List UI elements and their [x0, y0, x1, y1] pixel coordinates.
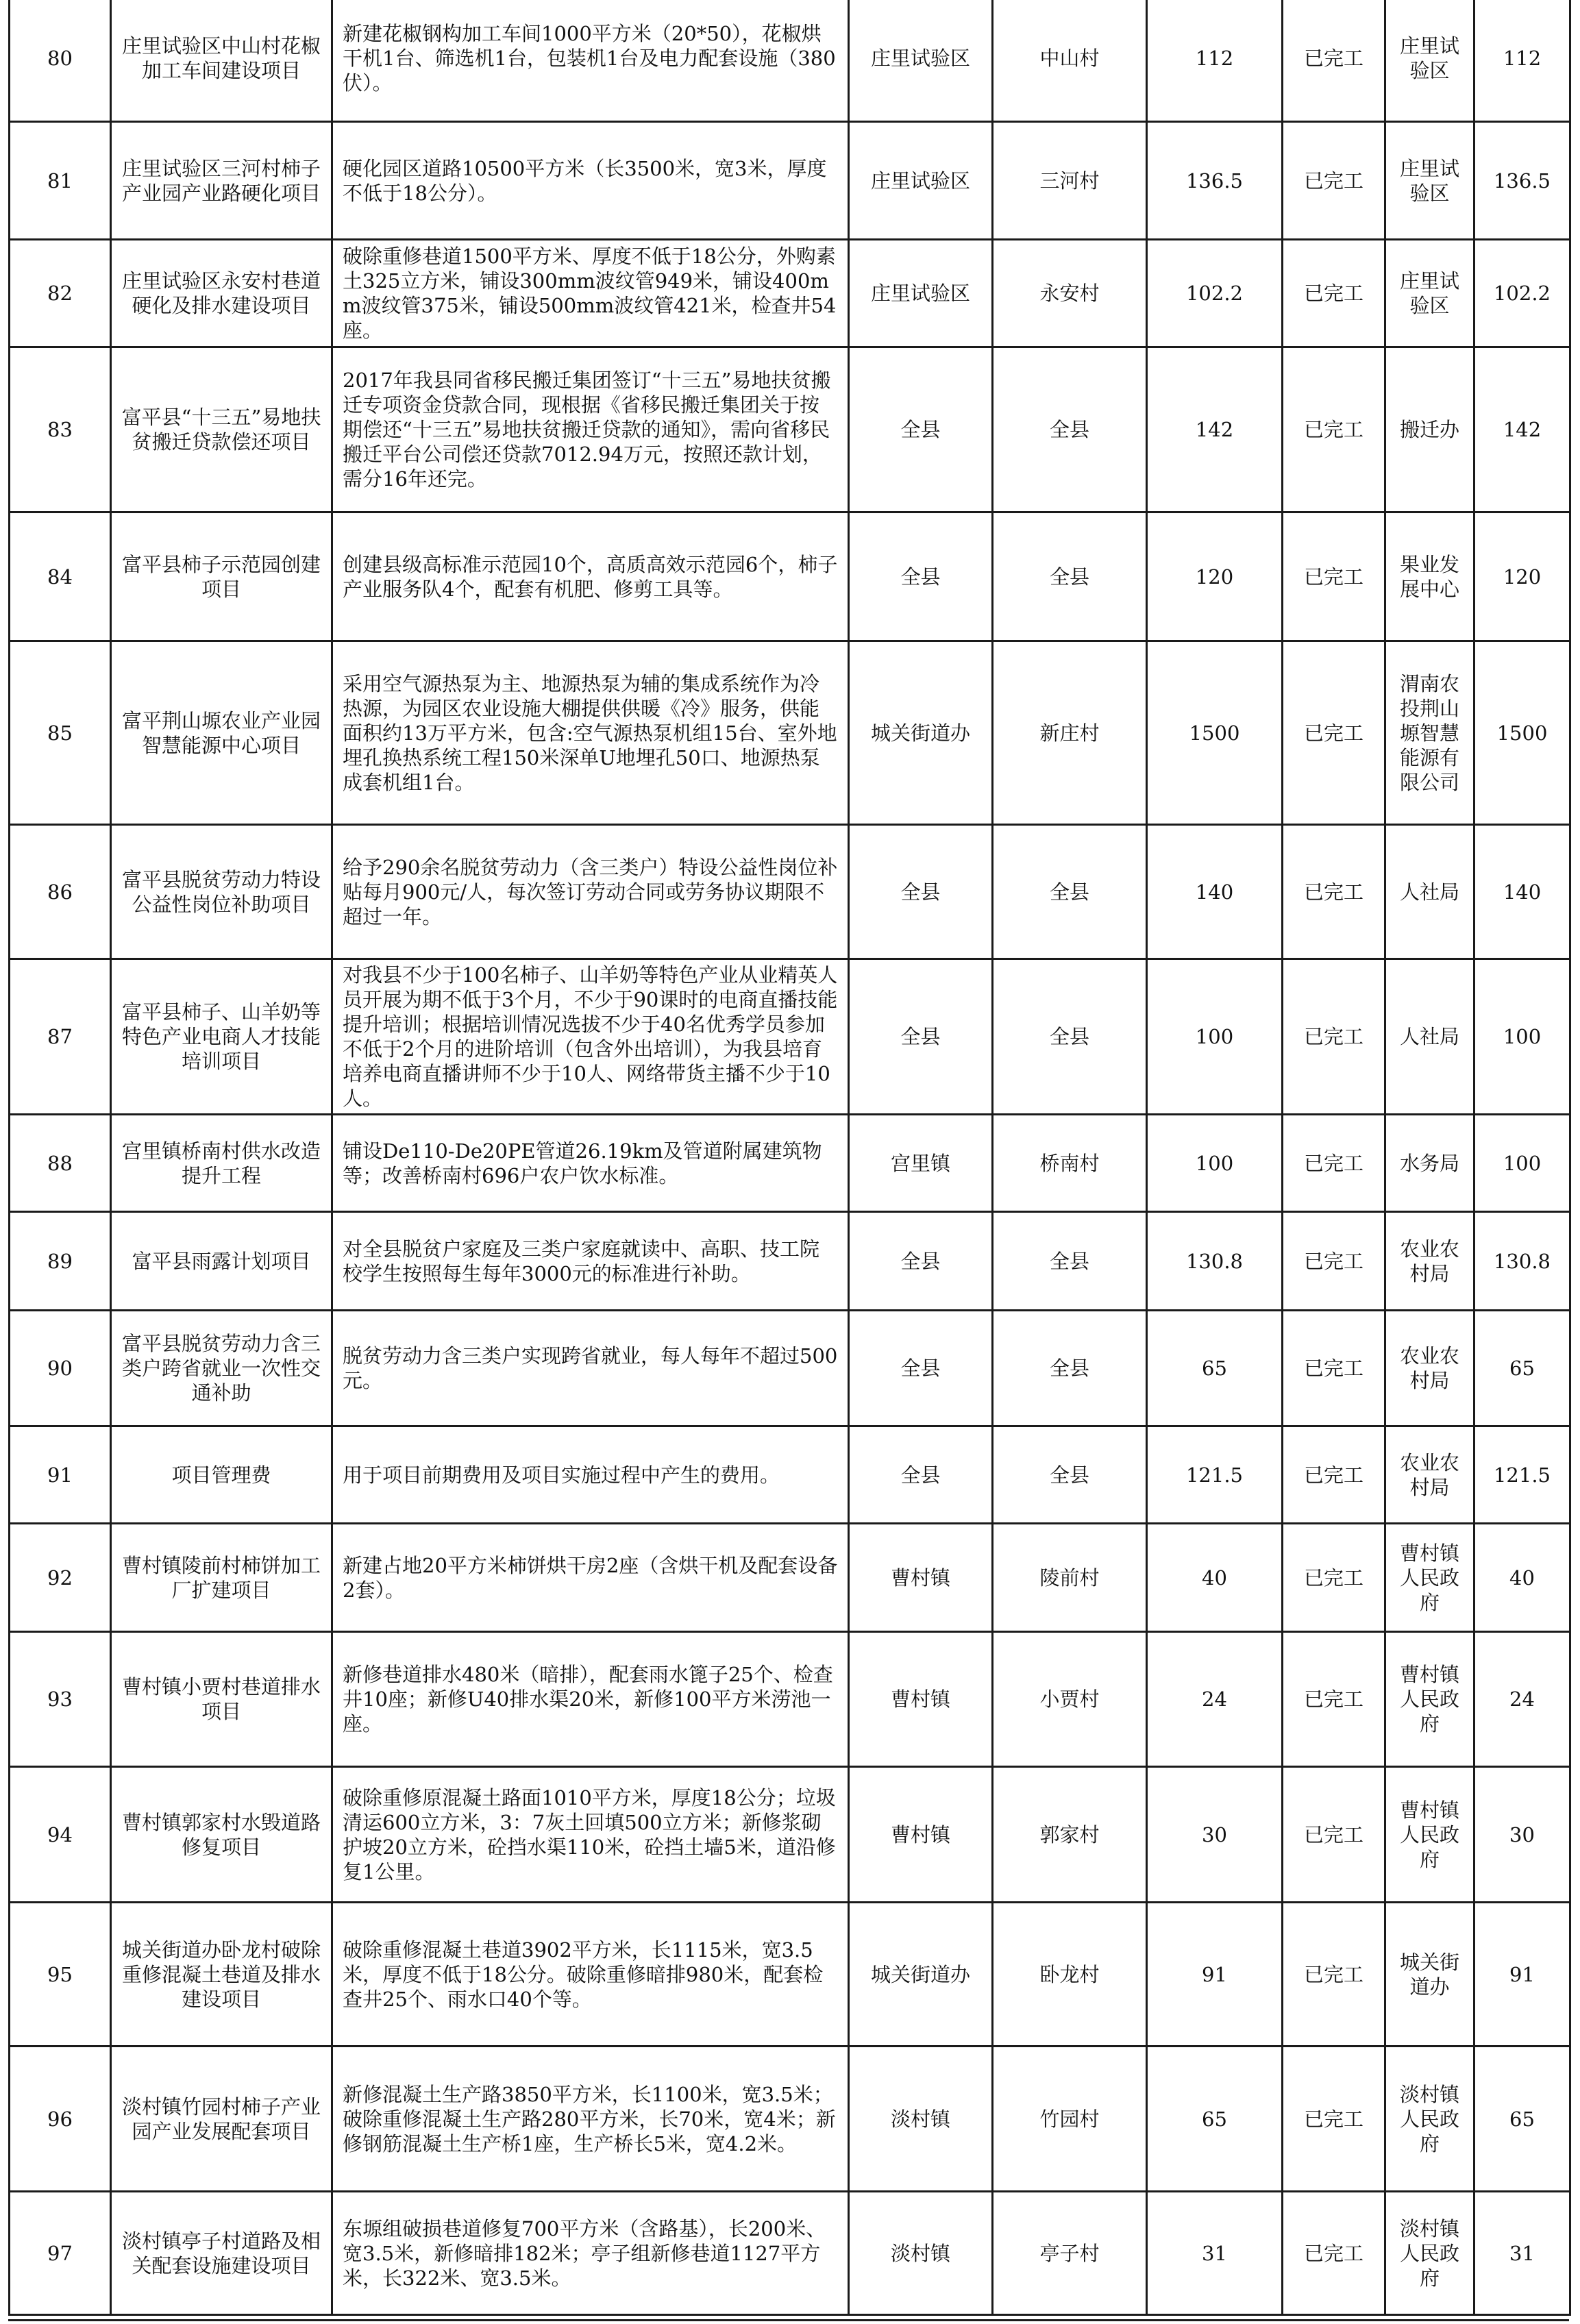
village-cell: 永安村 [993, 240, 1147, 347]
completion-status-cell: 已完工 [1283, 1426, 1385, 1524]
table-row [10, 1115, 1570, 1212]
funds-cell: 40 [1474, 1524, 1570, 1632]
row-number-cell: 90 [10, 1311, 111, 1426]
implementing-unit-cell: 曹村镇人民政府 [1385, 1524, 1474, 1632]
implementing-unit-cell: 农业农村局 [1385, 1311, 1474, 1426]
project-name-cell: 富平县柿子、山羊奶等特色产业电商人才技能培训项目 [111, 959, 332, 1115]
funds-cell: 140 [1474, 825, 1570, 959]
investment-amount-cell: 100 [1147, 1115, 1283, 1212]
investment-amount-cell: 91 [1147, 1903, 1283, 2047]
town-cell: 全县 [849, 825, 993, 959]
funds-cell: 130.8 [1474, 1212, 1570, 1311]
table-row [10, 0, 1570, 122]
project-name-cell: 富平县雨露计划项目 [111, 1212, 332, 1311]
row-number-cell: 86 [10, 825, 111, 959]
town-cell: 全县 [849, 959, 993, 1115]
project-name-cell: 富平县柿子示范园创建项目 [111, 512, 332, 641]
row-number-cell: 97 [10, 2192, 111, 2315]
investment-amount-cell: 130.8 [1147, 1212, 1283, 1311]
table-row [10, 825, 1570, 959]
project-name-cell: 富平县脱贫劳动力特设公益性岗位补助项目 [111, 825, 332, 959]
investment-amount-cell: 30 [1147, 1767, 1283, 1903]
completion-status-cell: 已完工 [1283, 1212, 1385, 1311]
implementing-unit-cell: 曹村镇人民政府 [1385, 1632, 1474, 1767]
table-row [10, 1212, 1570, 1311]
project-content-cell: 破除重修混凝土巷道3902平方米，长1115米，宽3.5米，厚度不低于18公分。破除重修暗排980米，配套检查井25个、雨水口40个等。 [332, 1903, 849, 2047]
town-cell: 城关街道办 [849, 641, 993, 825]
investment-amount-cell: 120 [1147, 512, 1283, 641]
funds-cell: 31 [1474, 2192, 1570, 2315]
table-row [10, 641, 1570, 825]
table-row [10, 1632, 1570, 1767]
funds-cell: 112 [1474, 0, 1570, 122]
completion-status-cell: 已完工 [1283, 641, 1385, 825]
completion-status-cell: 已完工 [1283, 959, 1385, 1115]
project-name-cell: 曹村镇小贾村巷道排水项目 [111, 1632, 332, 1767]
table-body [10, 0, 1570, 2315]
table-row [10, 122, 1570, 240]
town-cell: 庄里试验区 [849, 0, 993, 122]
investment-amount-cell: 65 [1147, 1311, 1283, 1426]
town-cell: 城关街道办 [849, 1903, 993, 2047]
table-row [10, 347, 1570, 512]
completion-status-cell: 已完工 [1283, 1115, 1385, 1212]
row-number-cell: 83 [10, 347, 111, 512]
town-cell: 淡村镇 [849, 2192, 993, 2315]
table-row [10, 1311, 1570, 1426]
project-name-cell: 庄里试验区永安村巷道硬化及排水建设项目 [111, 240, 332, 347]
funds-cell: 1500 [1474, 641, 1570, 825]
village-cell: 竹园村 [993, 2047, 1147, 2192]
town-cell: 全县 [849, 1212, 993, 1311]
row-number-cell: 95 [10, 1903, 111, 2047]
village-cell: 中山村 [993, 0, 1147, 122]
bottom-rule [8, 2319, 1569, 2321]
implementing-unit-cell: 庄里试验区 [1385, 122, 1474, 240]
row-number-cell: 82 [10, 240, 111, 347]
village-cell: 桥南村 [993, 1115, 1147, 1212]
implementing-unit-cell: 淡村镇人民政府 [1385, 2192, 1474, 2315]
project-name-cell: 庄里试验区三河村柿子产业园产业路硬化项目 [111, 122, 332, 240]
investment-amount-cell: 142 [1147, 347, 1283, 512]
investment-amount-cell: 65 [1147, 2047, 1283, 2192]
project-content-cell: 采用空气源热泵为主、地源热泵为辅的集成系统作为冷热源，为园区农业设施大棚提供供暖《冷》服务，供能面积约13万平方米，包含:空气源热泵机组15台、室外地埋孔换热系统工程150米深单U地埋孔50口、地源热泵成套机组1台。 [332, 641, 849, 825]
project-name-cell: 宫里镇桥南村供水改造提升工程 [111, 1115, 332, 1212]
row-number-cell: 80 [10, 0, 111, 122]
town-cell: 曹村镇 [849, 1632, 993, 1767]
completion-status-cell: 已完工 [1283, 240, 1385, 347]
town-cell: 庄里试验区 [849, 240, 993, 347]
project-name-cell: 曹村镇郭家村水毁道路修复项目 [111, 1767, 332, 1903]
implementing-unit-cell: 水务局 [1385, 1115, 1474, 1212]
funds-cell: 91 [1474, 1903, 1570, 2047]
completion-status-cell: 已完工 [1283, 1903, 1385, 2047]
table-row [10, 1426, 1570, 1524]
table-row [10, 1767, 1570, 1903]
row-number-cell: 93 [10, 1632, 111, 1767]
implementing-unit-cell: 曹村镇人民政府 [1385, 1767, 1474, 1903]
village-cell: 全县 [993, 959, 1147, 1115]
implementing-unit-cell: 农业农村局 [1385, 1212, 1474, 1311]
implementing-unit-cell: 渭南农投荆山塬智慧能源有限公司 [1385, 641, 1474, 825]
project-content-cell: 铺设De110-De20PE管道26.19km及管道附属建筑物等；改善桥南村696户农户饮水标准。 [332, 1115, 849, 1212]
investment-amount-cell: 1500 [1147, 641, 1283, 825]
completion-status-cell: 已完工 [1283, 825, 1385, 959]
investment-amount-cell: 121.5 [1147, 1426, 1283, 1524]
village-cell: 小贾村 [993, 1632, 1147, 1767]
village-cell: 全县 [993, 1212, 1147, 1311]
investment-amount-cell: 112 [1147, 0, 1283, 122]
investment-amount-cell: 136.5 [1147, 122, 1283, 240]
investment-amount-cell: 102.2 [1147, 240, 1283, 347]
village-cell: 全县 [993, 825, 1147, 959]
table-row [10, 512, 1570, 641]
row-number-cell: 89 [10, 1212, 111, 1311]
project-table [8, 0, 1571, 2316]
funds-cell: 65 [1474, 1311, 1570, 1426]
project-content-cell: 用于项目前期费用及项目实施过程中产生的费用。 [332, 1426, 849, 1524]
row-number-cell: 81 [10, 122, 111, 240]
town-cell: 宫里镇 [849, 1115, 993, 1212]
completion-status-cell: 已完工 [1283, 512, 1385, 641]
row-number-cell: 91 [10, 1426, 111, 1524]
project-content-cell: 破除重修巷道1500平方米、厚度不低于18公分，外购素土325立方米，铺设300mm波纹管949米，铺设400mm波纹管375米，铺设500mm波纹管421米，检查井54座。 [332, 240, 849, 347]
project-content-cell: 给予290余名脱贫劳动力（含三类户）特设公益性岗位补贴每月900元/人，每次签订劳动合同或劳务协议期限不超过一年。 [332, 825, 849, 959]
town-cell: 全县 [849, 512, 993, 641]
funds-cell: 120 [1474, 512, 1570, 641]
project-content-cell: 创建县级高标准示范园10个，高质高效示范园6个，柿子产业服务队4个，配套有机肥、修剪工具等。 [332, 512, 849, 641]
completion-status-cell: 已完工 [1283, 1524, 1385, 1632]
town-cell: 全县 [849, 1426, 993, 1524]
completion-status-cell: 已完工 [1283, 347, 1385, 512]
project-content-cell: 脱贫劳动力含三类户实现跨省就业，每人每年不超过500元。 [332, 1311, 849, 1426]
investment-amount-cell: 140 [1147, 825, 1283, 959]
table-row [10, 240, 1570, 347]
funds-cell: 65 [1474, 2047, 1570, 2192]
funds-cell: 30 [1474, 1767, 1570, 1903]
investment-amount-cell: 31 [1147, 2192, 1283, 2315]
village-cell: 全县 [993, 512, 1147, 641]
village-cell: 陵前村 [993, 1524, 1147, 1632]
project-name-cell: 曹村镇陵前村柿饼加工厂扩建项目 [111, 1524, 332, 1632]
row-number-cell: 96 [10, 2047, 111, 2192]
completion-status-cell: 已完工 [1283, 1767, 1385, 1903]
project-name-cell: 庄里试验区中山村花椒加工车间建设项目 [111, 0, 332, 122]
implementing-unit-cell: 庄里试验区 [1385, 240, 1474, 347]
funds-cell: 24 [1474, 1632, 1570, 1767]
town-cell: 庄里试验区 [849, 122, 993, 240]
project-content-cell: 新建占地20平方米柿饼烘干房2座（含烘干机及配套设备2套）。 [332, 1524, 849, 1632]
funds-cell: 136.5 [1474, 122, 1570, 240]
town-cell: 淡村镇 [849, 2047, 993, 2192]
project-content-cell: 对全县脱贫户家庭及三类户家庭就读中、高职、技工院校学生按照每生每年3000元的标准进行补助。 [332, 1212, 849, 1311]
village-cell: 新庄村 [993, 641, 1147, 825]
town-cell: 全县 [849, 347, 993, 512]
implementing-unit-cell: 人社局 [1385, 825, 1474, 959]
row-number-cell: 85 [10, 641, 111, 825]
implementing-unit-cell: 果业发展中心 [1385, 512, 1474, 641]
completion-status-cell: 已完工 [1283, 2192, 1385, 2315]
completion-status-cell: 已完工 [1283, 0, 1385, 122]
village-cell: 亭子村 [993, 2192, 1147, 2315]
funds-cell: 121.5 [1474, 1426, 1570, 1524]
implementing-unit-cell: 人社局 [1385, 959, 1474, 1115]
investment-amount-cell: 24 [1147, 1632, 1283, 1767]
row-number-cell: 87 [10, 959, 111, 1115]
investment-amount-cell: 100 [1147, 959, 1283, 1115]
completion-status-cell: 已完工 [1283, 122, 1385, 240]
project-name-cell: 城关街道办卧龙村破除重修混凝土巷道及排水建设项目 [111, 1903, 332, 2047]
project-content-cell: 对我县不少于100名柿子、山羊奶等特色产业从业精英人员开展为期不低于3个月，不少于90课时的电商直播技能提升培训；根据培训情况选拔不少于40名优秀学员参加不低于2个月的进阶培训（包含外出培训），为我县培育培养电商直播讲师不少于10人、网络带货主播不少于10人。 [332, 959, 849, 1115]
village-cell: 三河村 [993, 122, 1147, 240]
project-content-cell: 新建花椒钢构加工车间1000平方米（20*50），花椒烘干机1台、筛选机1台，包装机1台及电力配套设施（380伏）。 [332, 0, 849, 122]
project-content-cell: 新修巷道排水480米（暗排），配套雨水篦子25个、检查井10座；新修U40排水渠20米，新修100平方米涝池一座。 [332, 1632, 849, 1767]
funds-cell: 100 [1474, 959, 1570, 1115]
town-cell: 全县 [849, 1311, 993, 1426]
funds-cell: 102.2 [1474, 240, 1570, 347]
row-number-cell: 84 [10, 512, 111, 641]
investment-amount-cell: 40 [1147, 1524, 1283, 1632]
completion-status-cell: 已完工 [1283, 2047, 1385, 2192]
village-cell: 全县 [993, 1311, 1147, 1426]
row-number-cell: 94 [10, 1767, 111, 1903]
project-content-cell: 东塬组破损巷道修复700平方米（含路基），长200米、宽3.5米，新修暗排182米；亭子组新修巷道1127平方米，长322米、宽3.5米。 [332, 2192, 849, 2315]
implementing-unit-cell: 庄里试验区 [1385, 0, 1474, 122]
completion-status-cell: 已完工 [1283, 1632, 1385, 1767]
village-cell: 全县 [993, 347, 1147, 512]
table-row [10, 959, 1570, 1115]
funds-cell: 142 [1474, 347, 1570, 512]
table-row [10, 1903, 1570, 2047]
town-cell: 曹村镇 [849, 1524, 993, 1632]
row-number-cell: 88 [10, 1115, 111, 1212]
project-content-cell: 新修混凝土生产路3850平方米，长1100米，宽3.5米；破除重修混凝土生产路280平方米，长70米，宽4米；新修钢筋混凝土生产桥1座，生产桥长5米，宽4.2米。 [332, 2047, 849, 2192]
project-name-cell: 富平县“十三五”易地扶贫搬迁贷款偿还项目 [111, 347, 332, 512]
project-content-cell: 破除重修原混凝土路面1010平方米，厚度18公分；垃圾清运600立方米，3：7灰土回填500立方米；新修浆砌护坡20立方米，砼挡水渠110米，砼挡土墙5米，道沿修复1公里。 [332, 1767, 849, 1903]
project-name-cell: 项目管理费 [111, 1426, 332, 1524]
village-cell: 郭家村 [993, 1767, 1147, 1903]
town-cell: 曹村镇 [849, 1767, 993, 1903]
village-cell: 卧龙村 [993, 1903, 1147, 2047]
funds-cell: 100 [1474, 1115, 1570, 1212]
project-content-cell: 2017年我县同省移民搬迁集团签订“十三五”易地扶贫搬迁专项资金贷款合同，现根据《省移民搬迁集团关于按期偿还“十三五”易地扶贫搬迁贷款的通知》，需向省移民搬迁平台公司偿还贷款7012.94万元，按照还款计划，需分16年还完。 [332, 347, 849, 512]
village-cell: 全县 [993, 1426, 1147, 1524]
row-number-cell: 92 [10, 1524, 111, 1632]
implementing-unit-cell: 搬迁办 [1385, 347, 1474, 512]
table-row [10, 1524, 1570, 1632]
table-row [10, 2192, 1570, 2315]
project-content-cell: 硬化园区道路10500平方米（长3500米，宽3米，厚度不低于18公分）。 [332, 122, 849, 240]
implementing-unit-cell: 农业农村局 [1385, 1426, 1474, 1524]
completion-status-cell: 已完工 [1283, 1311, 1385, 1426]
project-name-cell: 淡村镇亭子村道路及相关配套设施建设项目 [111, 2192, 332, 2315]
project-name-cell: 富平县脱贫劳动力含三类户跨省就业一次性交通补助 [111, 1311, 332, 1426]
project-name-cell: 淡村镇竹园村柿子产业园产业发展配套项目 [111, 2047, 332, 2192]
table-row [10, 2047, 1570, 2192]
project-name-cell: 富平荆山塬农业产业园智慧能源中心项目 [111, 641, 332, 825]
implementing-unit-cell: 淡村镇人民政府 [1385, 2047, 1474, 2192]
implementing-unit-cell: 城关街道办 [1385, 1903, 1474, 2047]
